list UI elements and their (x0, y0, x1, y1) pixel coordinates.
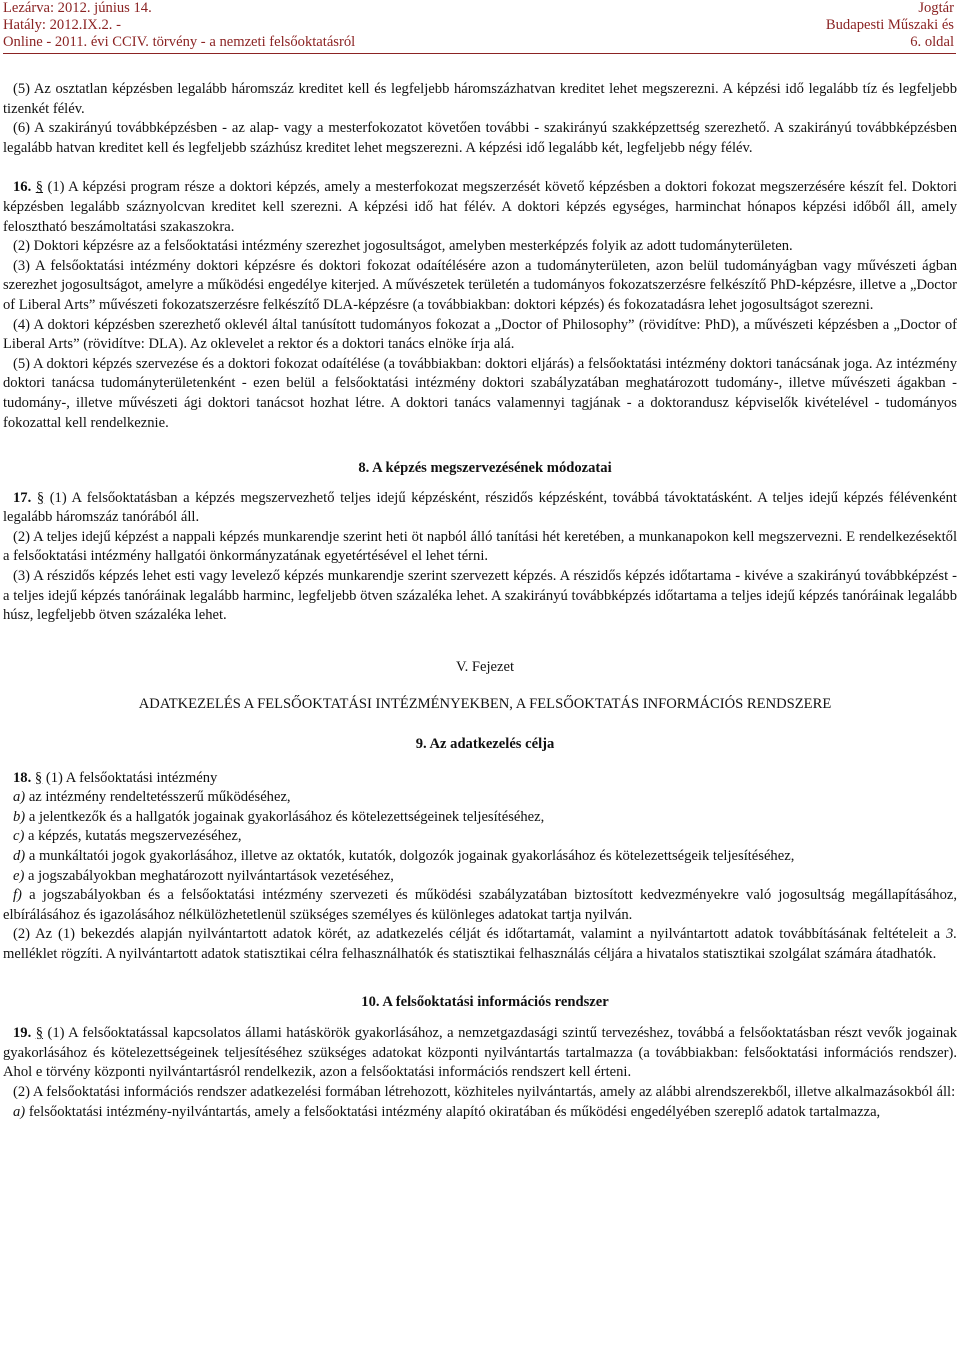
item-mark: b) (13, 808, 26, 825)
document-header-left (3, 0, 355, 51)
spacer (3, 715, 957, 735)
section-16 (3, 178, 957, 237)
item-mark: a) (13, 1103, 26, 1120)
paragraph: (3) A részidős képzés lehet esti vagy levelező képzés munkarendje szerint szervezett képzés. A részidős képzés időtartama - kivéve a szakirányú továbbképzést - a teljes idejű képzés tanóráinak legalább harminc, legfeljebb ötven százaléka lehet. A szakirányú továbbképzés időtartama a teljes idejű képzés tanóráinak legalább húsz, legfeljebb ötven százaléka lehet. (3, 568, 957, 624)
header-law-title: Online - 2011. évi CCIV. törvény - a nemzeti felsőoktatásról (3, 34, 356, 50)
spacer (3, 479, 957, 489)
paragraph: (5) A doktori képzés szervezése és a doktori fokozat odaítélése (a továbbiakban: doktori eljárás) a felsőoktatási intézmény doktori tanácsának joga. Az intézmény doktori tanácsa tudományterületenként - ezen belül a felsőoktatási intézmény doktori szabályzatában meghatározott tudomány-, illetve művészeti ágakban - tudomány-, illetve művészeti ági doktori tanácsot hozhat létre. A doktori tanács valamennyi tagjának - a doktorandusz képviselők kivételével - tudományos fokozattal kell rendelkeznie. (3, 355, 957, 431)
section-number: 16. (13, 179, 32, 196)
spacer (3, 1012, 957, 1024)
paragraph-text: (1) A képzési program része a doktori képzés, amely a mesterfokozat megszerzését követő képzésben a doktori fokozat megszerzésére készít fel. Doktori képzésben legalább száznyolcvan kreditet kell szerezni. A képzési idő hat félév. A doktori képzés egységes, harminchat hónapos képzési időből áll, amely felosztható beszámoltatási szakaszokra. (3, 179, 957, 235)
paragraph: (3) A felsőoktatási intézmény doktori képzésre és doktori fokozat odaítélésére azon a tudományterületen, azon belül tudományágban vagy művészeti ágban szerezhet jogosultságot, amelyre a működési engedélye kiterjed. A művészetek területén a tudományos fokozatszerzésre felkészítő PhD-képzésre, illetve a „Doctor of Liberal Arts” művészeti fokozatszerzésre felkészítő DLA-képzésre (a továbbiakban: doktori képzés) és fokozatadásra lehet jogosultságot szerezni. (3, 257, 957, 313)
list-item (3, 847, 957, 867)
paragraph: (6) A szakirányú továbbképzésben - az alap- vagy a mesterfokozatot követően további - szakirányú szakképzettség szerezhető. A szakirányú továbbképzésben legalább hatvan kreditet kell és legfeljebb százhúsz kreditet lehet megszerezni. A képzési idő legalább két, legfeljebb négy félév. (3, 120, 957, 156)
section-19 (3, 1024, 957, 1083)
item-mark: f) (13, 887, 22, 904)
subtitle-heading: 9. Az adatkezelés célja (415, 736, 555, 753)
section-mark: § (35, 179, 44, 196)
item-text: a jogszabályokban és a felsőoktatási intézmény szervezeti és működési szabályzatában biztosított kedvezményekre való jogosultság megállapításához, elbírálásához és igazolásához nélkülözhetetlenül szükséges személyes és különleges adatokat tartja nyilván. (3, 887, 957, 923)
list-item (3, 808, 957, 828)
section-mark: § (36, 489, 45, 506)
list-item (3, 1103, 957, 1123)
chapter-title: ADATKEZELÉS A FELSŐOKTATÁSI INTÉZMÉNYEKBEN, A FELSŐOKTATÁS INFORMÁCIÓS RENDSZERE (138, 696, 832, 713)
section-number: 18. (13, 769, 32, 786)
annex-number: 3. (946, 926, 957, 943)
paragraph-text: (1) A felsőoktatási intézmény (42, 769, 218, 786)
spacer (3, 677, 957, 695)
section-mark: § (35, 1025, 44, 1042)
spacer (3, 158, 957, 178)
section-number: 19. (13, 1025, 32, 1042)
item-text: a jelentkezők és a hallgatók jogainak gyakorlásához és kötelezettségeinek teljesítéséhez, (25, 808, 545, 825)
paragraph-text: (2) Az (1) bekezdés alapján nyilvántartott adatok körét, az adatkezelés célját és időtartamát, valamint a nyilvántartott adatok továbbításának feltételeit a (13, 926, 947, 943)
item-text: a jogszabályokban meghatározott nyilvántartások vezetéséhez, (24, 867, 394, 884)
spacer (3, 965, 957, 993)
subtitle-heading: 8. A képzés megszervezésének módozatai (358, 460, 612, 477)
list-item (3, 886, 957, 925)
item-text: az intézmény rendeltetésszerű működéséhez, (25, 789, 291, 806)
item-text: felsőoktatási intézmény-nyilvántartás, amely a felsőoktatási intézmény alapító okiratában és működési engedélyében szereplő adatok tartalmazza, (25, 1103, 881, 1120)
spacer (3, 433, 957, 459)
document-body (3, 80, 957, 1122)
item-mark: d) (13, 848, 26, 864)
spacer (3, 755, 957, 769)
section-17 (3, 489, 957, 528)
item-mark: c) (13, 828, 25, 845)
section-18 (3, 769, 957, 789)
header-divider (3, 53, 956, 54)
spacer (3, 626, 957, 658)
header-publisher: Jogtár (918, 0, 954, 16)
paragraph-text: (1) A felsőoktatásban a képzés megszervezhető teljes idejű képzésként, részidős képzésként, továbbá távoktatásként. A teljes idejű képzés félévenként legalább háromszáz tanórából áll. (3, 489, 957, 526)
paragraph: (2) A felsőoktatási információs rendszer adatkezelési formában létrehozott, közhiteles nyilvántartás, amely az alábbi alrendszerekből, illetve alkalmazásokból áll: (13, 1083, 956, 1100)
item-mark: e) (13, 867, 25, 884)
section-number: 17. (13, 489, 32, 506)
paragraph: (4) A doktori képzésben szerezhető oklevél által tanúsított tudományos fokozat a „Doctor of Philosophy” (rövidítve: PhD), a művészeti képzésben a „Doctor of Liberal Arts” (rövidítve: DLA). Az oklevelet a rektor és a doktori tanács elnöke írja alá. (3, 316, 957, 353)
paragraph: (2) Doktori képzésre az a felsőoktatási intézmény szerezhet jogosultságot, amelyben mesterképzés folyik az adott tudományterületen. (13, 238, 793, 255)
paragraph (3, 925, 957, 964)
header-closed-date: Lezárva: 2012. június 14. (3, 0, 152, 16)
list-item (3, 867, 957, 887)
item-text: a munkáltatói jogok gyakorlásához, illetve az oktatók, kutatók, dolgozók jogainak gyakorlásához és kötelezettségeik teljesítéséhez, (25, 848, 795, 864)
document-header-right (826, 0, 954, 51)
item-mark: a) (13, 789, 26, 806)
chapter-heading: V. Fejezet (455, 658, 515, 675)
paragraph-text: melléklet rögzíti. A nyilvántartott adatok statisztikai célra felhasználhatók és statisztikai felhasználás céljára a hivatalos statisztikai szolgálat számára átadhatók. (3, 945, 937, 962)
header-page-number: 6. oldal (910, 34, 954, 50)
paragraph-text: (1) A felsőoktatással kapcsolatos állami hatáskörök gyakorlásához, a nemzetgazdasági szintű tervezéshez, továbbá a felsőoktatásban részt vevők jogainak gyakorlásához és kötelezettségeinek teljesítéséhez szükséges adatokat központi nyilvántartás tartalmazza (a továbbiakban: felsőoktatási információs rendszer). Ahol e törvény központi nyilvántartásról rendelkezik, azon a felsőoktatási információs rendszert kell érteni. (3, 1025, 957, 1081)
header-licensee: Budapesti Műszaki és (825, 17, 954, 33)
subtitle-heading: 10. A felsőoktatási információs rendszer (361, 993, 609, 1010)
paragraph: (2) A teljes idejű képzést a nappali képzés munkarendje szerint heti öt napból álló tanítási hét keretében, a munkanapokon kell megszervezni. E rendelkezésektől a felsőoktatási intézmény hallgatói önkormányzatának egyetértésével el lehet térni. (3, 528, 957, 565)
header-effective-date: Hatály: 2012.IX.2. - (3, 17, 121, 33)
section-mark: § (34, 769, 43, 786)
list-item (3, 788, 957, 808)
list-item (3, 827, 957, 847)
paragraph: (5) Az osztatlan képzésben legalább háromszáz kreditet kell és legfeljebb háromszázhatvan kreditet lehet megszerezni. A képzési idő legalább tíz és legfeljebb tizenkét félév. (3, 81, 957, 117)
item-text: a képzés, kutatás megszervezéséhez, (24, 828, 242, 845)
